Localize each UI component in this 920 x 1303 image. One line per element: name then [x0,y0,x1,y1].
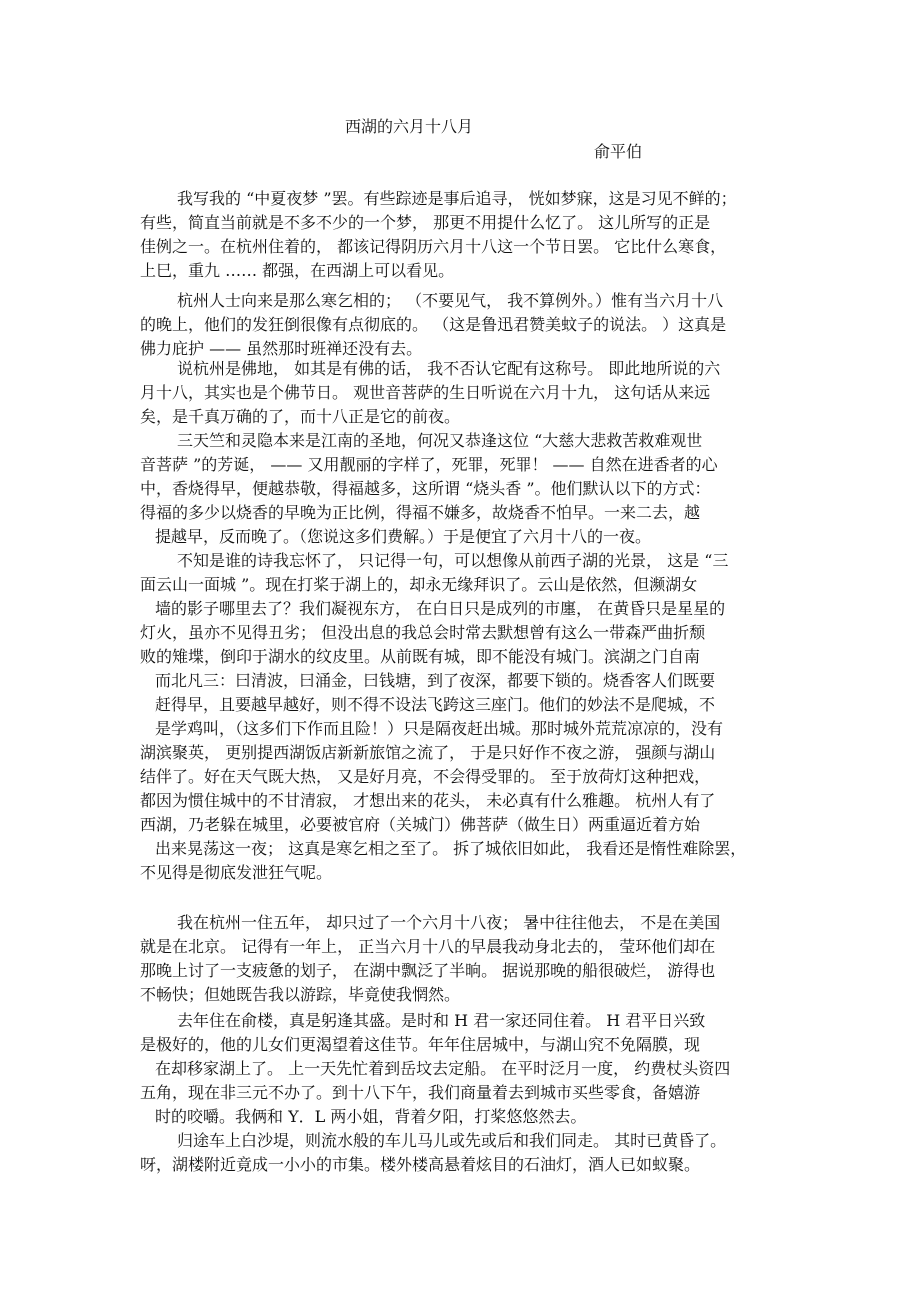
paragraph-line: 在却移家湖上了。 上一天先忙着到岳坟去定船。 在平时泛月一度， 约费杖头资四 [155,1059,731,1078]
paragraph-line: 赶得早，且要越早越好，则不得不设法飞跨这三座门。他们的妙法不是爬城，不 [155,695,716,714]
paragraph-line: 墙的影子哪里去了？我们凝视东方， 在白日只是成列的市廛， 在黄昏只是星星的 [155,599,726,618]
paragraph-first-line: 不知是谁的诗我忘怀了， 只记得一句，可以想像从前西子湖的光景， 这是 “三 [177,551,729,570]
paragraph-line: 的晚上，他们的发狂倒很像有点彻底的。 （这是鲁迅君赞美蚊子的说法。 ）这真是 [140,315,727,334]
paragraph-line: 是极好的，他的儿女们更渴望着这佳节。年年住居城中，与湖山究不免隔膜，现 [140,1035,701,1054]
paragraph-line: 五角，现在非三元不办了。到十八下午，我们商量着去到城市买些零食，备嬉游 [140,1083,701,1102]
paragraph-line: 面云山一面城 ”。现在打桨于湖上的，却永无缘拜识了。云山是依然，但濒湖女 [140,575,698,594]
paragraph-line: 中，香烧得早，便越恭敬，得福越多，这所谓 “烧头香 ”。他们默认以下的方式： [140,479,711,498]
paragraph-line: 都因为惯住城中的不甘清寂， 才想出来的花头， 未必真有什么雅趣。 杭州人有了 [140,791,716,810]
paragraph-line: 是学鸡叫，（这多们下作而且险！）只是隔夜赶出城。那时城外荒荒凉凉的，没有 [155,719,724,738]
paragraph-first-line: 说杭州是佛地， 如其是有佛的话， 我不否认它配有这称号。 即此地所说的六 [177,359,721,378]
paragraph-line: 败的雉堞，倒印于湖水的纹皮里。从前既有城，即不能没有城门。滨湖之门自南 [140,647,701,666]
paragraph-line: 时的咬嚼。我俩和 Y．L 两小姐，背着夕阳，打桨悠悠然去。 [155,1107,587,1126]
paragraph-line: 不见得是彻底发泄狂气呢。 [140,863,333,882]
paragraph-line: 西湖，乃老躲在城里，必要被官府（关城门）佛菩萨（做生日）两重逼近着方始 [140,815,701,834]
document-title: 西湖的六月十八月 [345,117,474,136]
paragraph-line: 音菩萨 ”的芳诞， —— 又用靓丽的字样了，死罪，死罪！ —— 自然在进香者的心 [140,455,718,474]
paragraph-first-line: 杭州人士向来是那么寒乞相的； （不要见气， 我不算例外。）惟有当六月十八 [177,291,724,310]
paragraph-line: 佳例之一。在杭州住着的， 都该记得阴历六月十八这一个节日罢。 它比什么寒食， [140,237,727,256]
paragraph-line: 那晚上讨了一支疲惫的划子， 在湖中飘泛了半晌。 据说那晚的船很破烂， 游得也 [140,961,716,980]
paragraph-line: 上巳，重九 …… 都强，在西湖上可以看见。 [140,261,455,280]
paragraph-line: 提越早，反而晚了。（您说这多们费解。）于是便宜了六月十八的一夜。 [155,527,652,546]
paragraph-line: 得福的多少以烧香的早晚为正比例，得福不嫌多，故烧香不怕早。一来二去，越 [140,503,701,522]
paragraph-first-line: 去年住在俞楼，真是躬逢其盛。是时和 H 君一家还同住着。 H 君平日兴致 [177,1011,706,1030]
paragraph-line: 出来晃荡这一夜； 这真是寒乞相之至了。 拆了城依旧如此， 我看还是惰性难除罢， [155,839,747,858]
paragraph-first-line: 归途车上白沙堤，则流水般的车儿马儿或先或后和我们同走。 其时已黄昏了。 [177,1131,727,1150]
paragraph-line: 矣，是千真万确的了，而十八正是它的前夜。 [140,407,461,426]
paragraph-line: 月十八，其实也是个佛节日。 观世音菩萨的生日听说在六月十九， 这句话从来远 [140,383,711,402]
paragraph-line: 呀，湖楼附近竟成一小小的市集。楼外楼高悬着炫目的石油灯，酒人已如蚁聚。 [140,1155,701,1174]
author-name: 俞平伯 [594,142,643,161]
paragraph-first-line: 我写我的 “中夏夜梦 ”罢。有些踪迹是事后追寻， 恍如梦寐，这是习见不鲜的； [177,189,737,208]
paragraph-line: 结伴了。好在天气既大热， 又是好月亮，不会得受罪的。 至于放荷灯这种把戏， [140,767,711,786]
paragraph-line: 灯火，虽亦不见得丑劣； 但没出息的我总会时常去默想曾有这么一带森严曲折颓 [140,623,706,642]
paragraph-line: 不畅快；但她既告我以游踪，毕竟使我惘然。 [140,985,461,1004]
paragraph-line: 就是在北京。 记得有一年上， 正当六月十八的早晨我动身北去的， 莹环他们却在 [140,937,716,956]
paragraph-line: 湖滨聚英， 更别提西湖饭店新新旅馆之流了， 于是只好作不夜之游， 强颜与湖山 [140,743,716,762]
paragraph-line: 有些，简直当前就是不多不少的一个梦， 那更不用提什么忆了。 这儿所写的正是 [140,213,711,232]
paragraph-line: 而北凡三：曰清波，曰涌金，曰钱塘，到了夜深，都要下锁的。烧香客人们既要 [155,671,716,690]
paragraph-first-line: 三天竺和灵隐本来是江南的圣地，何况又恭逢这位 “大慈大悲救苦救难观世 [177,431,703,450]
paragraph-line: 佛力庇护 —— 虽然那时班禅还没有去。 [140,339,423,358]
paragraph-first-line: 我在杭州一住五年， 却只过了一个六月十八夜； 暑中往往他去， 不是在美国 [177,913,721,932]
